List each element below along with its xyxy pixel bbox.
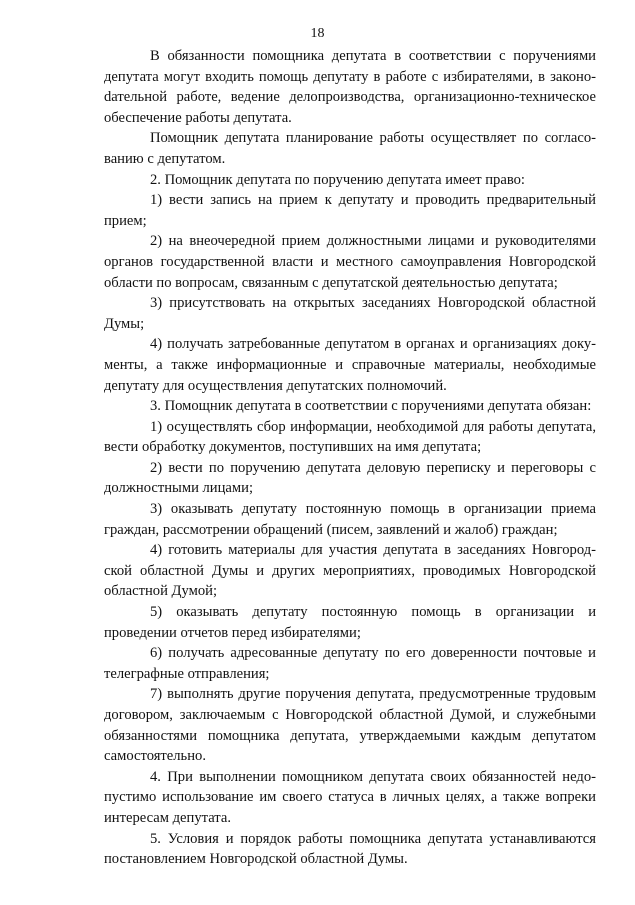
paragraph: 3) присутствовать на открытых заседаниях Новгородской областной Думы; [104, 295, 596, 332]
paragraph: 1) осуществлять сбор информации, необходимой для работы депутата, вести обработку документов, поступивших на имя депутата; [104, 418, 596, 456]
paragraph: 5) оказывать депутату постоянную помощь в организации и проведении отчетов перед избирателями; [104, 604, 596, 641]
paragraph: 2) на внеочередной прием должностными лицами и руководителями органов государственной власти и местного самоуправления Новгородской области по вопросам, связанным с депутатской деятельностью депутата; [104, 233, 596, 291]
paragraph: 3) оказывать депутату постоянную помощь в организации приема граждан, рассмотрении обращений (писем, заявлений и жалоб) граждан; [104, 501, 596, 538]
paragraph: 4) готовить материалы для участия депутата в заседаниях Новгородской областной Думы и других мероприятиях, проводимых Новгородской областной Думой; [104, 542, 596, 600]
paragraph: 2. Помощник депутата по поручению депутата имеет право: [150, 171, 525, 188]
paragraph: 5. Условия и порядок работы помощника депутата устанавливаются постановлением Новгородской областной Думы. [104, 830, 596, 868]
paragraph: 7) выполнять другие поручения депутата, предусмотренные трудовым договором, заключаемым с Новгородской областной Думой, и служебными обязанностями помощника депутата, утверждаемыми каждым депутатом самостоятельно. [104, 686, 596, 765]
paragraph: 3. Помощник депутата в соответствии с поручениями депутата обязан: [150, 398, 592, 415]
document-body [104, 46, 596, 870]
page-number: 18 [310, 26, 325, 41]
paragraph: 4. При выполнении помощником депутата своих обязанностей недопустимо использование им своего статуса в личных целях, а также вопреки интересам депутата. [104, 768, 596, 826]
paragraph: 2) вести по поручению депутата деловую переписку и переговоры с должностными лицами; [104, 459, 596, 497]
paragraph: 4) получать затребованные депутатом в органах и организациях документы, а также информационные и справочные материалы, необходимые депутату для осуществления депутатских полномочий. [104, 336, 596, 394]
paragraph: 6) получать адресованные депутату по его доверенности почтовые и телеграфные отправления; [104, 645, 596, 682]
paragraph: Помощник депутата планирование работы осуществляет по согласованию с депутатом. [104, 130, 596, 167]
paragraph: В обязанности помощника депутата в соответствии с поручениями депутата могут входить помощь депутату в работе с избирателями, в законоdательной работе, ведение делопроизводства, организационно-техническое обеспечение работы депутата. [104, 48, 596, 126]
paragraph: 1) вести запись на прием к депутату и проводить предварительный прием; [104, 192, 596, 229]
